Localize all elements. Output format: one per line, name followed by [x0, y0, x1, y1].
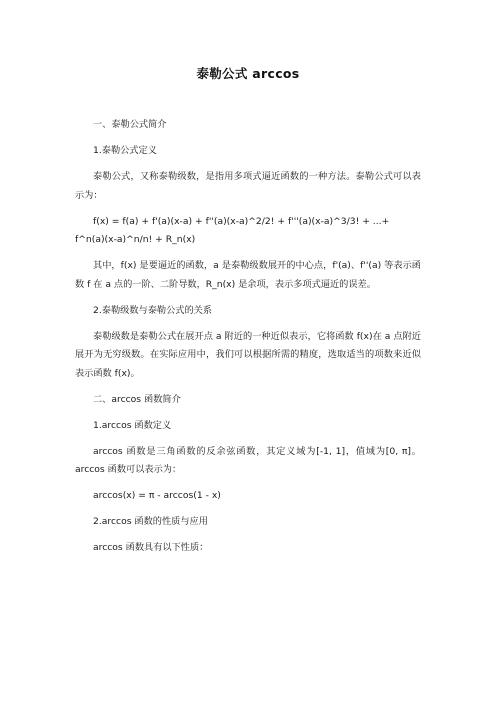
section-heading-taylor-intro: 一、泰勒公式简介: [93, 119, 167, 130]
paragraph-series-relation: 泰勒级数是泰勒公式在展开点 a 附近的一种近似表示，它将函数 f(x)在 a 点附近展开为无穷级数。在实际应用中，我们可以根据所需的精度，选取适当的项数来近似表示函数 f(x)。: [75, 330, 421, 379]
document-body: [75, 116, 421, 565]
subsection-heading-taylor-definition: 1.泰勒公式定义: [93, 145, 157, 156]
formula-taylor-line-2: f^n(a)(x-a)^n/n! + R_n(x): [75, 234, 196, 245]
paragraph-arccos-properties: arccos 函数具有以下性质：: [93, 542, 209, 553]
formula-taylor-line-1: f(x) = f(a) + f'(a)(x-a) + f''(a)(x-a)^2/2! + f'''(a)(x-a)^3/3! + ...+: [93, 215, 390, 227]
section-heading-arccos-intro: 二、arccos 函数简介: [93, 393, 181, 405]
subsection-heading-arccos-definition: 1.arccos 函数定义: [93, 419, 172, 431]
document-title: 泰勒公式 arccos: [196, 66, 300, 81]
formula-arccos: arccos(x) = π - arccos(1 - x): [93, 490, 221, 501]
subsection-heading-arccos-properties: 2.arccos 函数的性质与应用: [93, 516, 208, 527]
paragraph-arccos-definition: arccos 函数是三角函数的反余弦函数，其定义域为[-1, 1]，值域为[0, π]。arccos 函数可以表示为：: [75, 445, 421, 475]
paragraph-taylor-definition: 泰勒公式，又称泰勒级数，是指用多项式逼近函数的一种方法。泰勒公式可以表示为：: [75, 171, 421, 201]
subsection-heading-series-relation: 2.泰勒级数与泰勒公式的关系: [93, 304, 213, 316]
paragraph-taylor-explanation: 其中，f(x) 是要逼近的函数，a 是泰勒级数展开的中心点，f'(a)、f''(a) 等表示函数 f 在 a 点的一阶、二阶导数，R_n(x) 是余项，表示多项式逼近的误差。: [75, 260, 421, 290]
